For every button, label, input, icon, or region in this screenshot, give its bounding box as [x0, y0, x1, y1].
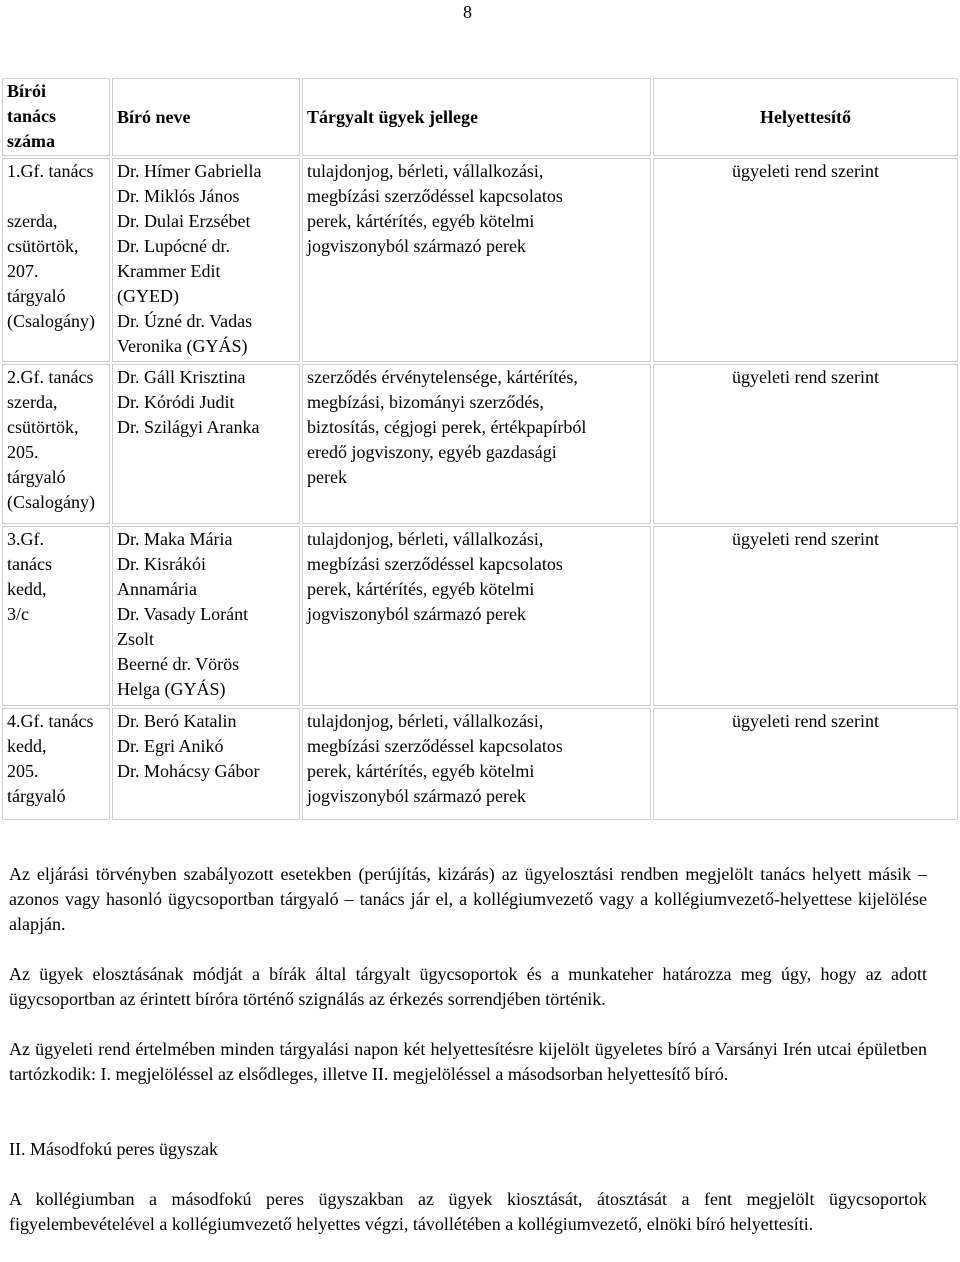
- council-line: tárgyaló: [7, 286, 66, 306]
- case-line: perek, kártérítés, egyéb kötelmi: [307, 211, 535, 231]
- judge-line: Dr. Hímer Gabriella: [117, 161, 262, 181]
- judge-line: Dr. Kóródi Judit: [117, 392, 235, 412]
- cases-cell: [302, 526, 651, 706]
- judge-line: Dr. Úzné dr. Vadas: [117, 311, 253, 331]
- paragraph-duty-roster: [9, 1037, 927, 1087]
- judge-line: Krammer Edit: [117, 261, 221, 281]
- case-line: szerződés érvénytelensége, kártérítés,: [307, 367, 578, 387]
- council-line: csütörtök,: [7, 236, 79, 256]
- case-line: jogviszonyból származó perek: [307, 604, 526, 624]
- judge-line: Annamária: [117, 579, 197, 599]
- council-line: 3.Gf.: [7, 529, 44, 549]
- paragraph-procedure: [9, 862, 927, 937]
- council-line: 2.Gf. tanács: [7, 367, 94, 387]
- council-cell: [2, 526, 110, 706]
- council-line: kedd,: [7, 579, 47, 599]
- substitute-cell: ügyeleti rend szerint: [653, 708, 958, 820]
- judge-line: Dr. Maka Mária: [117, 529, 233, 549]
- case-line: perek, kártérítés, egyéb kötelmi: [307, 761, 535, 781]
- council-line: 3/c: [7, 604, 29, 624]
- council-line: csütörtök,: [7, 417, 79, 437]
- judge-line: Dr. Miklós János: [117, 186, 240, 206]
- council-line: szerda,: [7, 211, 58, 231]
- case-line: megbízási szerződéssel kapcsolatos: [307, 554, 563, 574]
- paragraph-text: Az ügyeleti rend értelmében minden tárgyalási napon két helyettesítésre kijelölt ügyeletes bíró a Varsányi Irén utcai épületben tartózkodik: I. megjelöléssel az elsődleges, illetve II. megjelöléssel a másodsorban helyettesítő bíró.: [9, 1039, 927, 1084]
- case-line: megbízási szerződéssel kapcsolatos: [307, 186, 563, 206]
- council-line: (Csalogány): [7, 311, 95, 331]
- header-case-type: Tárgyalt ügyek jellege: [302, 78, 651, 156]
- council-line: (Csalogány): [7, 492, 95, 512]
- table-header-row: [2, 78, 958, 156]
- council-line: [7, 184, 109, 209]
- judge-line: Dr. Dulai Erzsébet: [117, 211, 251, 231]
- table-row: [2, 364, 958, 524]
- heading-text: II. Másodfokú peres ügyszak: [9, 1139, 218, 1159]
- header-judge-name: Bíró neve: [112, 78, 300, 156]
- case-line: tulajdonjog, bérleti, vállalkozási,: [307, 161, 544, 181]
- case-line: jogviszonyból származó perek: [307, 236, 526, 256]
- page-number: 8: [463, 2, 472, 22]
- paragraph-second-instance: [9, 1187, 927, 1237]
- header-substitute: Helyettesítő: [653, 78, 958, 156]
- substitute-cell: ügyeleti rend szerint: [653, 158, 958, 362]
- case-line: tulajdonjog, bérleti, vállalkozási,: [307, 529, 544, 549]
- cases-cell: [302, 158, 651, 362]
- council-line: tanács: [7, 554, 52, 574]
- case-line: tulajdonjog, bérleti, vállalkozási,: [307, 711, 544, 731]
- council-line: tárgyaló: [7, 467, 66, 487]
- council-line: 1.Gf. tanács: [7, 161, 94, 181]
- judges-cell: [112, 364, 300, 524]
- paragraph-text: A kollégiumban a másodfokú peres ügyszakban az ügyek kiosztását, átosztását a fent megjelölt ügycsoportok figyelembevételével a kollégiumvezető helyettes végzi, távollétében a kollégiumvezető, elnöki bíró helyettesíti.: [9, 1189, 927, 1234]
- council-line: szerda,: [7, 392, 58, 412]
- cases-cell: [302, 364, 651, 524]
- judge-line: Helga (GYÁS): [117, 679, 226, 699]
- council-cell: [2, 708, 110, 820]
- judge-line: Dr. Beró Katalin: [117, 711, 237, 731]
- judge-line: Dr. Lupócné dr.: [117, 236, 230, 256]
- paragraph-text: Az eljárási törvényben szabályozott esetekben (perújítás, kizárás) az ügyelosztási rendben megjelölt tanács helyett másik – azonos vagy hasonló ügycsoportban tárgyaló – tanács jár el, a kollégiumvezető vagy a kollégiumvezető-helyettese kijelölése alapján.: [9, 864, 927, 934]
- judge-line: Dr. Mohácsy Gábor: [117, 761, 260, 781]
- case-line: megbízási szerződéssel kapcsolatos: [307, 736, 563, 756]
- case-line: biztosítás, cégjogi perek, értékpapírból: [307, 417, 587, 437]
- judge-line: Zsolt: [117, 629, 155, 649]
- judge-line: (GYED): [117, 286, 179, 306]
- council-line: tárgyaló: [7, 786, 66, 806]
- header-line: száma: [7, 131, 55, 151]
- council-line: 207.: [7, 261, 39, 281]
- judge-line: Dr. Egri Anikó: [117, 736, 224, 756]
- judge-line: Veronika (GYÁS): [117, 336, 248, 356]
- table-row: [2, 158, 958, 362]
- case-line: perek, kártérítés, egyéb kötelmi: [307, 579, 535, 599]
- council-cell: [2, 158, 110, 362]
- judges-cell: [112, 708, 300, 820]
- council-line: 205.: [7, 442, 39, 462]
- paragraph-text: Az ügyek elosztásának módját a bírák által tárgyalt ügycsoportok és a munkateher határozza meg úgy, hogy az adott ügycsoportban az érintett bíróra történő szignálás az érkezés sorrendjében történik.: [9, 964, 927, 1009]
- case-line: jogviszonyból származó perek: [307, 786, 526, 806]
- judge-line: Dr. Kisrákói: [117, 554, 206, 574]
- council-line: 205.: [7, 761, 39, 781]
- council-cell: [2, 364, 110, 524]
- substitute-cell: ügyeleti rend szerint: [653, 364, 958, 524]
- header-line: Bírói: [7, 81, 46, 101]
- council-line: 4.Gf. tanács: [7, 711, 94, 731]
- substitute-cell: ügyeleti rend szerint: [653, 526, 958, 706]
- judge-line: Dr. Gáll Krisztina: [117, 367, 246, 387]
- council-schedule-table: [0, 76, 960, 822]
- header-council-number: [2, 78, 110, 156]
- judges-cell: [112, 526, 300, 706]
- cases-cell: [302, 708, 651, 820]
- judge-line: Dr. Vasady Loránt: [117, 604, 249, 624]
- judges-cell: [112, 158, 300, 362]
- council-line: kedd,: [7, 736, 47, 756]
- case-line: perek: [307, 467, 347, 487]
- table-row: [2, 708, 958, 820]
- paragraph-distribution: [9, 962, 927, 1012]
- table-row: [2, 526, 958, 706]
- judge-line: Beerné dr. Vörös: [117, 654, 240, 674]
- judge-line: Dr. Szilágyi Aranka: [117, 417, 260, 437]
- section-heading: [9, 1137, 927, 1162]
- header-line: tanács: [7, 106, 56, 126]
- case-line: megbízási, bizományi szerződés,: [307, 392, 544, 412]
- case-line: eredő jogviszony, egyéb gazdasági: [307, 442, 557, 462]
